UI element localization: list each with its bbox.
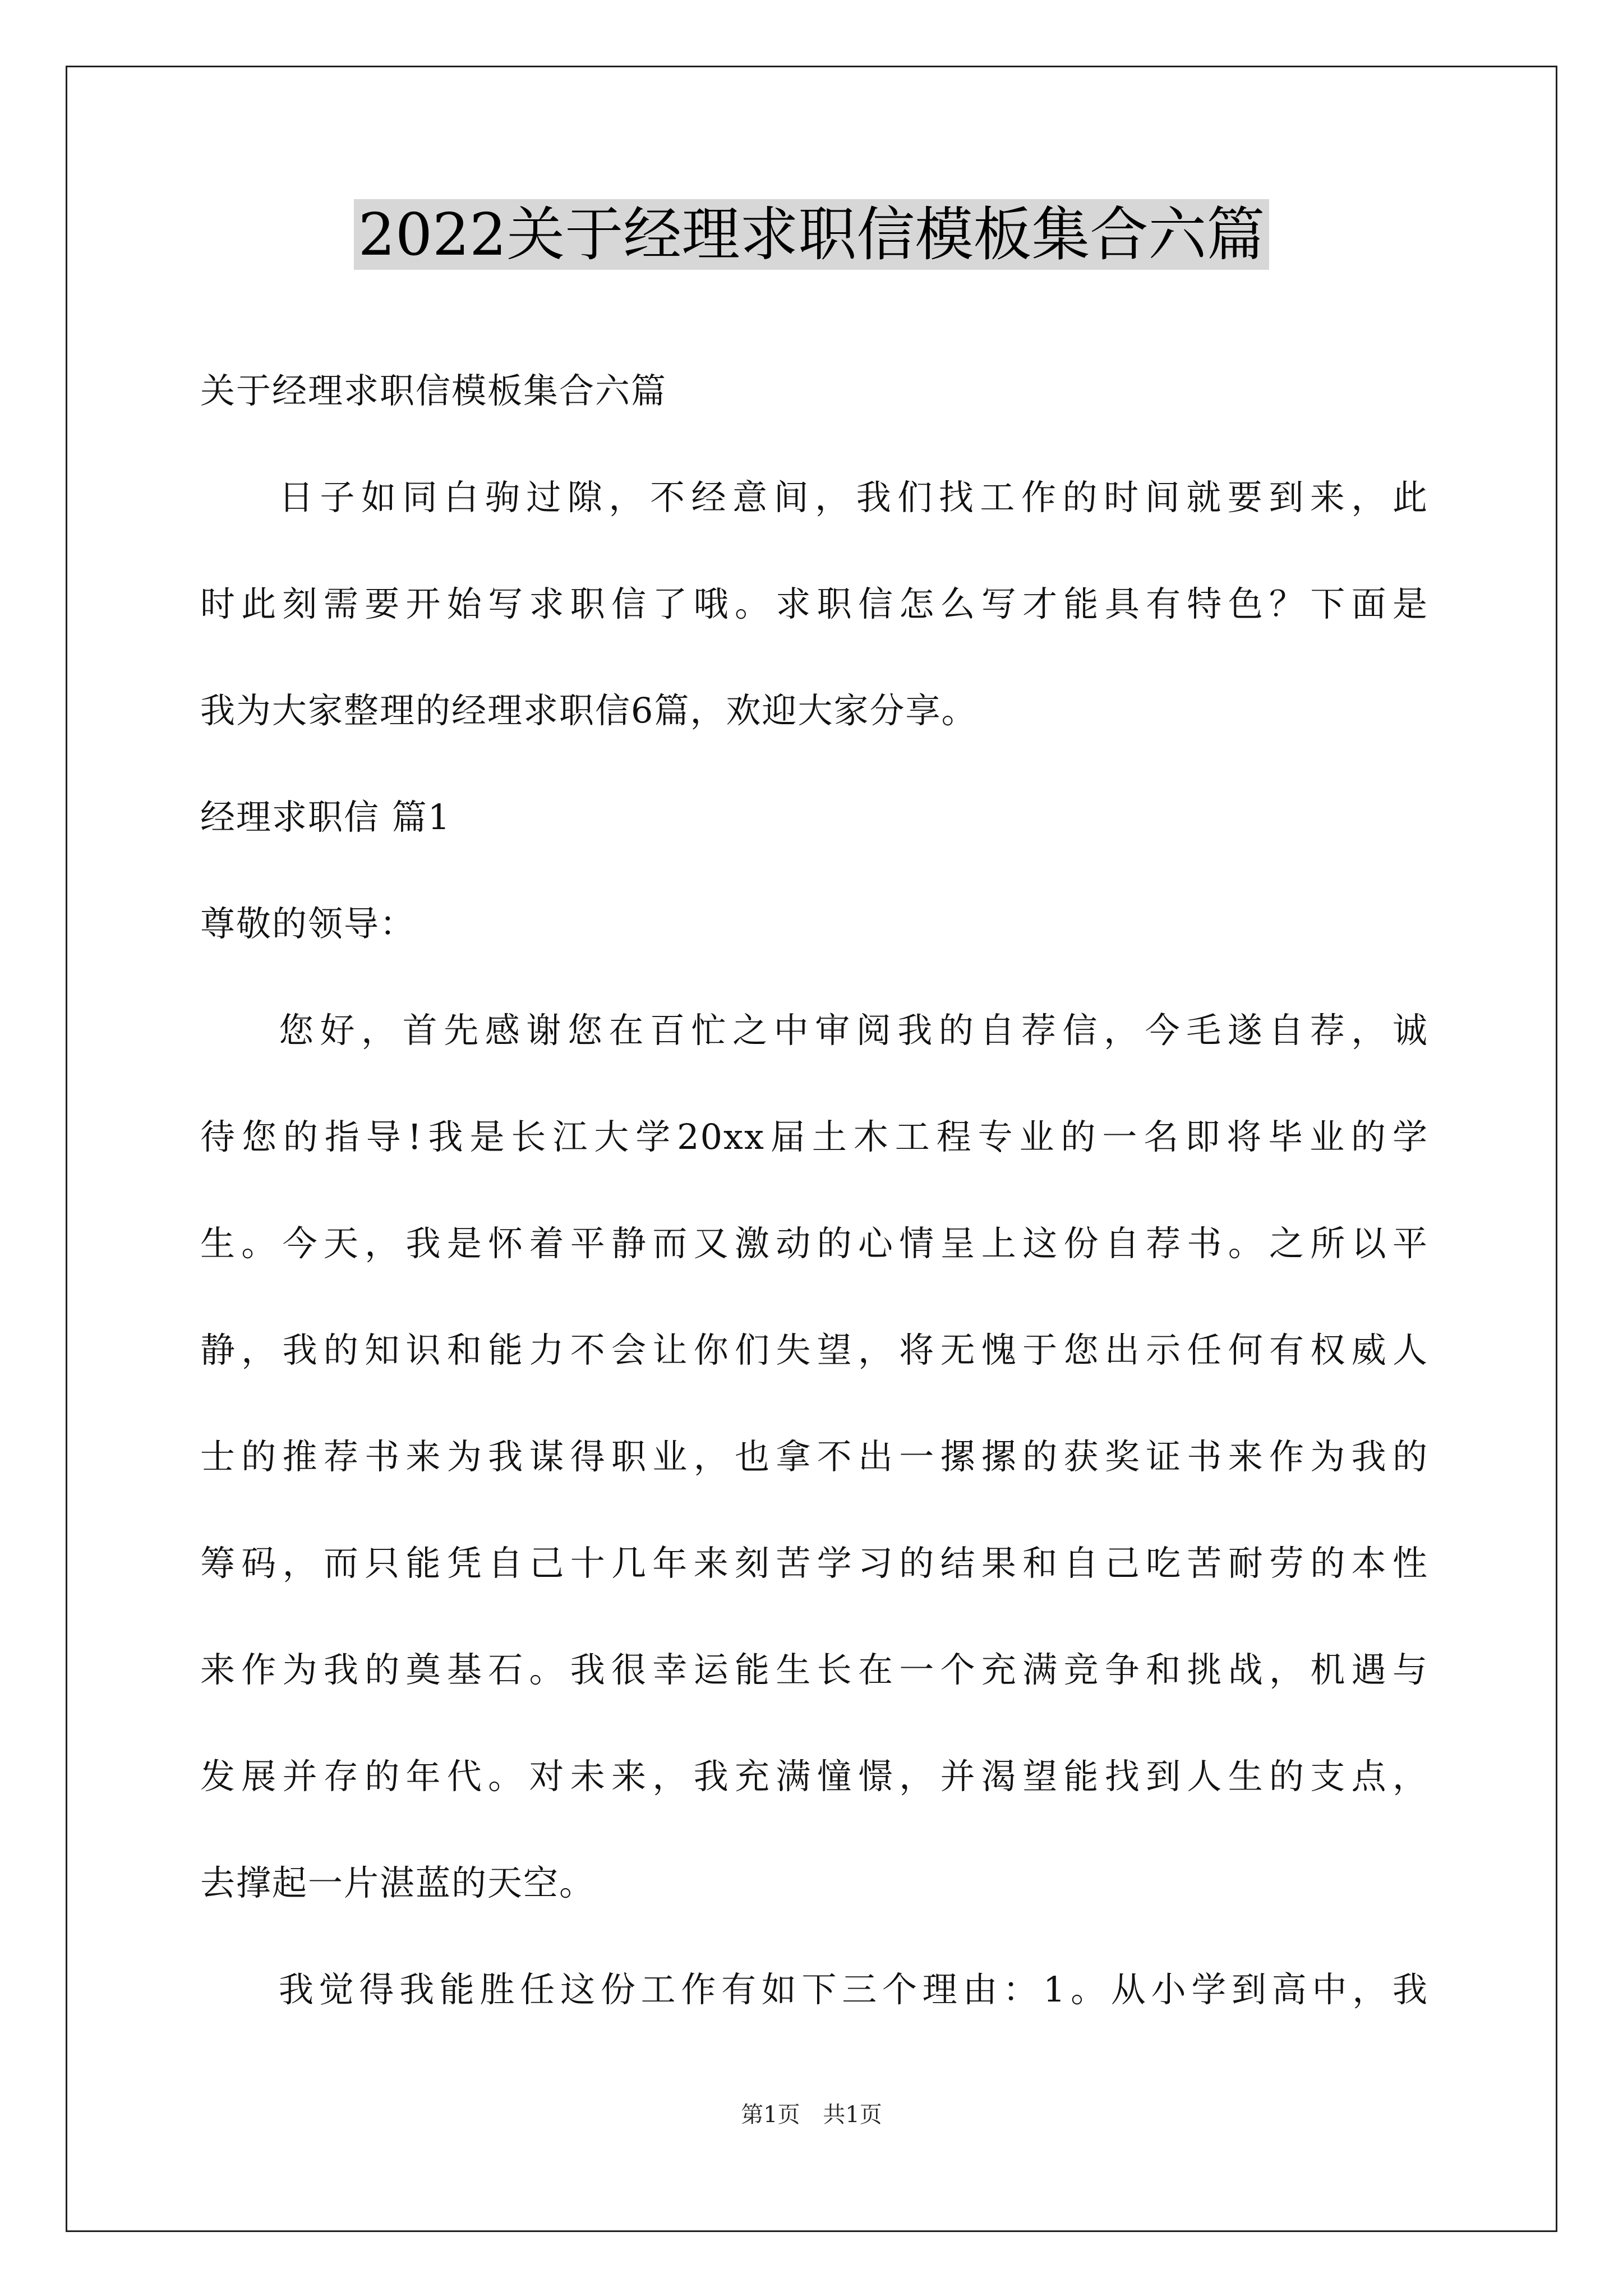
paragraph-line: 来作为我的奠基石。我很幸运能生长在一个充满竞争和挑战，机遇与 bbox=[200, 1649, 1428, 1690]
paragraph-line: 经理求职信 篇1 bbox=[200, 797, 451, 838]
page-footer bbox=[0, 2098, 1623, 2132]
paragraph-line: 日子如同白驹过隙，不经意间，我们找工作的时间就要到来，此 bbox=[279, 477, 1428, 518]
paragraph-line: 静，我的知识和能力不会让你们失望，将无愧于您出示任何有权威人 bbox=[200, 1329, 1428, 1370]
paragraph-line: 生。今天，我是怀着平静而又激动的心情呈上这份自荐书。之所以平 bbox=[200, 1223, 1428, 1264]
paragraph-line: 我觉得我能胜任这份工作有如下三个理由：1。从小学到高中，我 bbox=[279, 1969, 1428, 2010]
document-body bbox=[200, 338, 1428, 2043]
paragraph-line: 去撑起一片湛蓝的天空。 bbox=[200, 1862, 596, 1903]
page-number-total: 共1页 bbox=[823, 2102, 882, 2128]
paragraph-line: 筹码，而只能凭自己十几年来刻苦学习的结果和自己吃苦耐劳的本性 bbox=[200, 1543, 1428, 1584]
paragraph-line: 时此刻需要开始写求职信了哦。求职信怎么写才能具有特色？下面是 bbox=[200, 583, 1428, 624]
paragraph-line: 尊敬的领导： bbox=[200, 903, 416, 944]
title-container bbox=[0, 199, 1623, 270]
paragraph-line: 我为大家整理的经理求职信6篇，欢迎大家分享。 bbox=[200, 690, 978, 731]
paragraph-line: 发展并存的年代。对未来，我充满憧憬，并渴望能找到人生的支点， bbox=[200, 1756, 1428, 1797]
paragraph-line: 关于经理求职信模板集合六篇 bbox=[200, 370, 667, 411]
paragraph-line: 士的推荐书来为我谋得职业，也拿不出一摞摞的获奖证书来作为我的 bbox=[200, 1436, 1428, 1477]
paragraph-line: 您好，首先感谢您在百忙之中审阅我的自荐信，今毛遂自荐，诚 bbox=[279, 1010, 1428, 1051]
document-title: 2022关于经理求职信模板集合六篇 bbox=[354, 199, 1270, 270]
paragraph-line: 待您的指导!我是长江大学20xx届土木工程专业的一名即将毕业的学 bbox=[200, 1116, 1428, 1157]
page-number-current: 第1页 bbox=[741, 2102, 800, 2128]
